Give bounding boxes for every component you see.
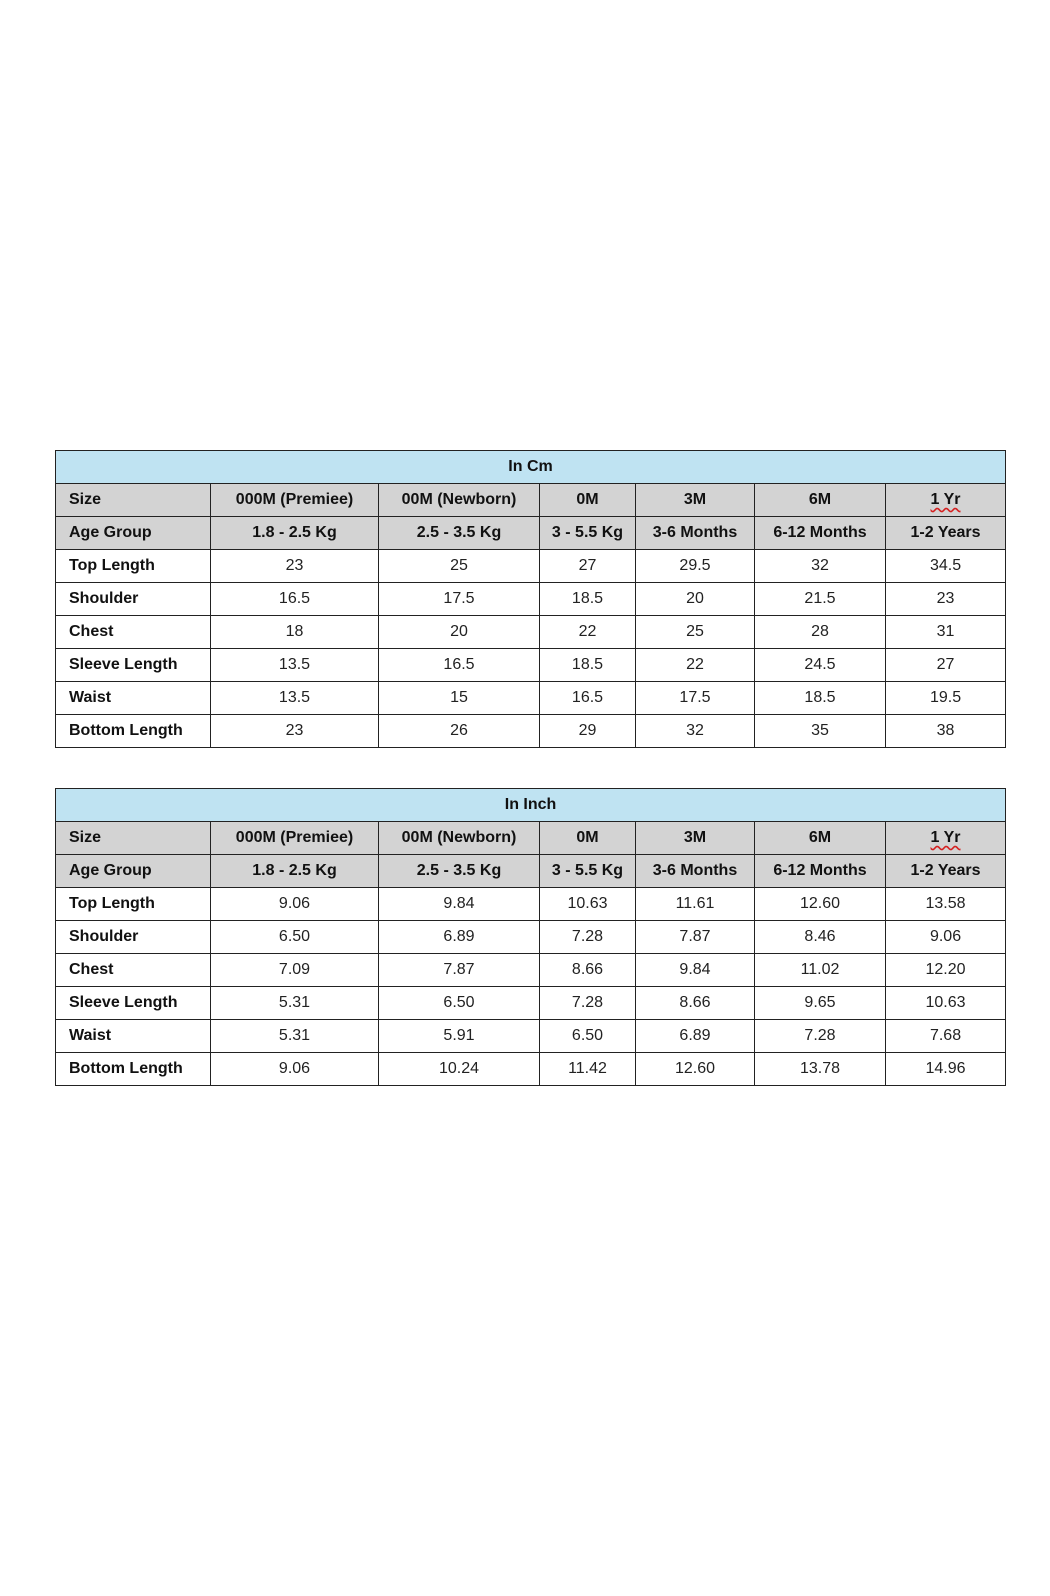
row-label: Sleeve Length — [56, 987, 211, 1020]
table-row — [56, 1020, 1006, 1053]
value-cell: 16.5 — [540, 682, 636, 715]
size-header-cell: 00M (Newborn) — [379, 484, 540, 517]
size-header-label: Size — [56, 822, 211, 855]
age-group-cell: 1-2 Years — [886, 517, 1006, 550]
value-cell: 21.5 — [755, 583, 886, 616]
age-group-row — [56, 517, 1006, 550]
age-group-row — [56, 855, 1006, 888]
row-label: Waist — [56, 1020, 211, 1053]
value-cell: 26 — [379, 715, 540, 748]
age-group-cell: 1.8 - 2.5 Kg — [211, 517, 379, 550]
age-group-cell: 6-12 Months — [755, 517, 886, 550]
value-cell: 9.06 — [211, 888, 379, 921]
value-cell: 13.58 — [886, 888, 1006, 921]
value-cell: 19.5 — [886, 682, 1006, 715]
size-header-cell: 6M — [755, 484, 886, 517]
size-header-cell: 0M — [540, 822, 636, 855]
size-header-text: 1 Yr — [930, 491, 961, 508]
size-header-cell: 3M — [636, 822, 755, 855]
size-header-cell — [886, 484, 1006, 517]
table-row — [56, 987, 1006, 1020]
value-cell: 9.65 — [755, 987, 886, 1020]
table-title: In Inch — [56, 789, 1006, 822]
value-cell: 11.61 — [636, 888, 755, 921]
value-cell: 9.06 — [211, 1053, 379, 1086]
size-header-cell: 6M — [755, 822, 886, 855]
row-label: Bottom Length — [56, 1053, 211, 1086]
row-label: Waist — [56, 682, 211, 715]
age-group-cell: 2.5 - 3.5 Kg — [379, 855, 540, 888]
value-cell: 7.28 — [540, 987, 636, 1020]
size-chart-inch-table — [55, 788, 1006, 1086]
table-row — [56, 954, 1006, 987]
size-header-label: Size — [56, 484, 211, 517]
size-header-cell: 3M — [636, 484, 755, 517]
value-cell: 18.5 — [540, 649, 636, 682]
row-label: Chest — [56, 954, 211, 987]
value-cell: 10.63 — [540, 888, 636, 921]
value-cell: 12.20 — [886, 954, 1006, 987]
value-cell: 25 — [636, 616, 755, 649]
table-title-row — [56, 451, 1006, 484]
value-cell: 5.91 — [379, 1020, 540, 1053]
age-group-cell: 1.8 - 2.5 Kg — [211, 855, 379, 888]
value-cell: 23 — [211, 550, 379, 583]
row-label: Top Length — [56, 888, 211, 921]
value-cell: 12.60 — [755, 888, 886, 921]
value-cell: 5.31 — [211, 987, 379, 1020]
value-cell: 6.89 — [379, 921, 540, 954]
row-label: Sleeve Length — [56, 649, 211, 682]
value-cell: 6.89 — [636, 1020, 755, 1053]
value-cell: 7.87 — [636, 921, 755, 954]
size-chart-cm-table — [55, 450, 1006, 748]
size-header-text: 1 Yr — [930, 829, 961, 846]
row-label: Chest — [56, 616, 211, 649]
size-header-cell: 0M — [540, 484, 636, 517]
value-cell: 7.09 — [211, 954, 379, 987]
value-cell: 29 — [540, 715, 636, 748]
value-cell: 9.84 — [379, 888, 540, 921]
value-cell: 32 — [636, 715, 755, 748]
value-cell: 18.5 — [755, 682, 886, 715]
age-group-cell: 3-6 Months — [636, 517, 755, 550]
value-cell: 10.24 — [379, 1053, 540, 1086]
value-cell: 16.5 — [211, 583, 379, 616]
size-header-cell: 000M (Premiee) — [211, 822, 379, 855]
value-cell: 14.96 — [886, 1053, 1006, 1086]
value-cell: 23 — [886, 583, 1006, 616]
value-cell: 5.31 — [211, 1020, 379, 1053]
size-header-cell: 00M (Newborn) — [379, 822, 540, 855]
row-label: Top Length — [56, 550, 211, 583]
row-label: Shoulder — [56, 921, 211, 954]
table-row — [56, 583, 1006, 616]
value-cell: 11.02 — [755, 954, 886, 987]
value-cell: 32 — [755, 550, 886, 583]
value-cell: 8.66 — [540, 954, 636, 987]
value-cell: 16.5 — [379, 649, 540, 682]
value-cell: 7.68 — [886, 1020, 1006, 1053]
value-cell: 25 — [379, 550, 540, 583]
age-group-cell: 1-2 Years — [886, 855, 1006, 888]
value-cell: 34.5 — [886, 550, 1006, 583]
size-header-row — [56, 484, 1006, 517]
row-label: Shoulder — [56, 583, 211, 616]
age-group-cell: 3 - 5.5 Kg — [540, 517, 636, 550]
value-cell: 13.5 — [211, 682, 379, 715]
value-cell: 22 — [636, 649, 755, 682]
value-cell: 38 — [886, 715, 1006, 748]
table-row — [56, 921, 1006, 954]
value-cell: 6.50 — [211, 921, 379, 954]
age-group-cell: 3 - 5.5 Kg — [540, 855, 636, 888]
table-row — [56, 550, 1006, 583]
value-cell: 11.42 — [540, 1053, 636, 1086]
value-cell: 20 — [379, 616, 540, 649]
value-cell: 8.46 — [755, 921, 886, 954]
table-title: In Cm — [56, 451, 1006, 484]
size-header-row — [56, 822, 1006, 855]
value-cell: 7.28 — [540, 921, 636, 954]
table-row — [56, 649, 1006, 682]
value-cell: 10.63 — [886, 987, 1006, 1020]
value-cell: 28 — [755, 616, 886, 649]
table-row — [56, 616, 1006, 649]
value-cell: 6.50 — [540, 1020, 636, 1053]
age-group-label: Age Group — [56, 855, 211, 888]
value-cell: 8.66 — [636, 987, 755, 1020]
value-cell: 17.5 — [379, 583, 540, 616]
value-cell: 15 — [379, 682, 540, 715]
value-cell: 6.50 — [379, 987, 540, 1020]
table-row — [56, 1053, 1006, 1086]
value-cell: 9.06 — [886, 921, 1006, 954]
value-cell: 35 — [755, 715, 886, 748]
value-cell: 27 — [886, 649, 1006, 682]
value-cell: 31 — [886, 616, 1006, 649]
value-cell: 7.87 — [379, 954, 540, 987]
table-row — [56, 888, 1006, 921]
value-cell: 20 — [636, 583, 755, 616]
value-cell: 18 — [211, 616, 379, 649]
value-cell: 22 — [540, 616, 636, 649]
value-cell: 18.5 — [540, 583, 636, 616]
age-group-cell: 2.5 - 3.5 Kg — [379, 517, 540, 550]
table-row — [56, 682, 1006, 715]
value-cell: 23 — [211, 715, 379, 748]
value-cell: 17.5 — [636, 682, 755, 715]
value-cell: 13.78 — [755, 1053, 886, 1086]
value-cell: 27 — [540, 550, 636, 583]
value-cell: 13.5 — [211, 649, 379, 682]
age-group-cell: 3-6 Months — [636, 855, 755, 888]
age-group-cell: 6-12 Months — [755, 855, 886, 888]
value-cell: 24.5 — [755, 649, 886, 682]
value-cell: 12.60 — [636, 1053, 755, 1086]
age-group-label: Age Group — [56, 517, 211, 550]
table-row — [56, 715, 1006, 748]
row-label: Bottom Length — [56, 715, 211, 748]
table-title-row — [56, 789, 1006, 822]
size-header-cell: 000M (Premiee) — [211, 484, 379, 517]
value-cell: 29.5 — [636, 550, 755, 583]
value-cell: 7.28 — [755, 1020, 886, 1053]
size-header-cell — [886, 822, 1006, 855]
value-cell: 9.84 — [636, 954, 755, 987]
